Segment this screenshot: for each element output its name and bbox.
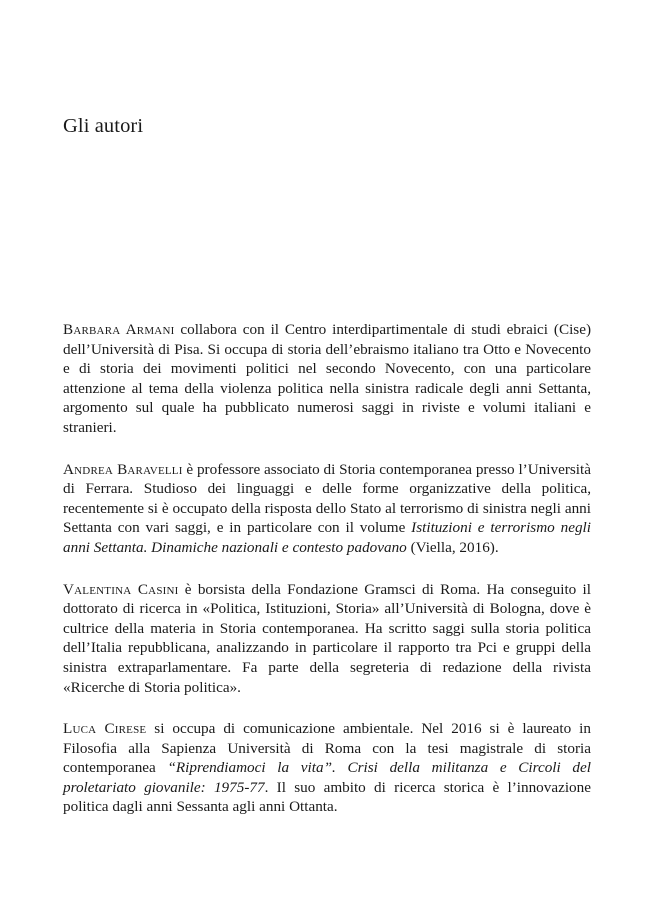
thesis-title: “Riprendiamoci la vita”. Crisi della militanza e Circoli del proletariato giovanile: 1975-77	[63, 759, 591, 796]
bio-text-after: (Viella, 2016).	[406, 538, 499, 556]
author-name: Luca Cirese	[63, 720, 147, 738]
bio-text: è professore associato di Storia contemporanea presso l’Università di Ferrara. Studioso dei linguaggi e delle forme organizzative della politica, recentemente si è occupato della risposta dello Stato al terrorismo di sinistra negli anni Settanta con vari saggi, e in particolare con il volume	[63, 460, 591, 537]
bio-luca-cirese	[63, 719, 591, 817]
bio-andrea-baravelli	[63, 460, 591, 558]
bio-text: si occupa di comunicazione ambientale. Nel 2016 si è laureato in Filosofia alla Sapienza Università di Roma con la tesi magistrale di storia contemporanea	[63, 720, 591, 777]
author-name: Barbara Armani	[63, 321, 175, 338]
author-name: Valentina Casini	[63, 580, 179, 598]
author-bios	[63, 320, 591, 839]
bio-text-after: . Il suo ambito di ricerca storica è l’innovazione politica dagli anni Sessanta agli anni Ottanta.	[63, 778, 591, 816]
bio-text: collabora con il Centro interdipartimentale di studi ebraici (Cise) dell’Università di Pisa. Si occupa di storia dell’ebraismo italiano tra Otto e Novecento e di storia dei movimenti politici nel secondo Novecento, con una particolare attenzione al tema della violenza politica nella sinistra radicale degli anni Settanta, argomento sul quale ha pubblicato numerosi saggi in riviste e volumi italiani e stranieri.	[63, 321, 591, 436]
bio-valentina-casini	[63, 580, 591, 698]
bio-barbara-armani	[63, 320, 591, 438]
bio-text: è borsista della Fondazione Gramsci di Roma. Ha conseguito il dottorato di ricerca in «Politica, Istituzioni, Storia» all’Università di Bologna, dove è cultrice della materia in Storia contemporanea. Ha scritto saggi sulla storia politica dell’Italia repubblicana, analizzando in particolare il rapporto tra Pci e gruppi della sinistra extraparlamentare. Fa parte della segreteria di redazione della rivista «Ricerche di Storia politica».	[63, 580, 591, 696]
author-name: Andrea Baravelli	[63, 460, 183, 478]
book-title: Istituzioni e terrorismo negli anni Settanta. Dinamiche nazionali e contesto padovano	[63, 519, 591, 556]
page-title: Gli autori	[63, 115, 144, 137]
